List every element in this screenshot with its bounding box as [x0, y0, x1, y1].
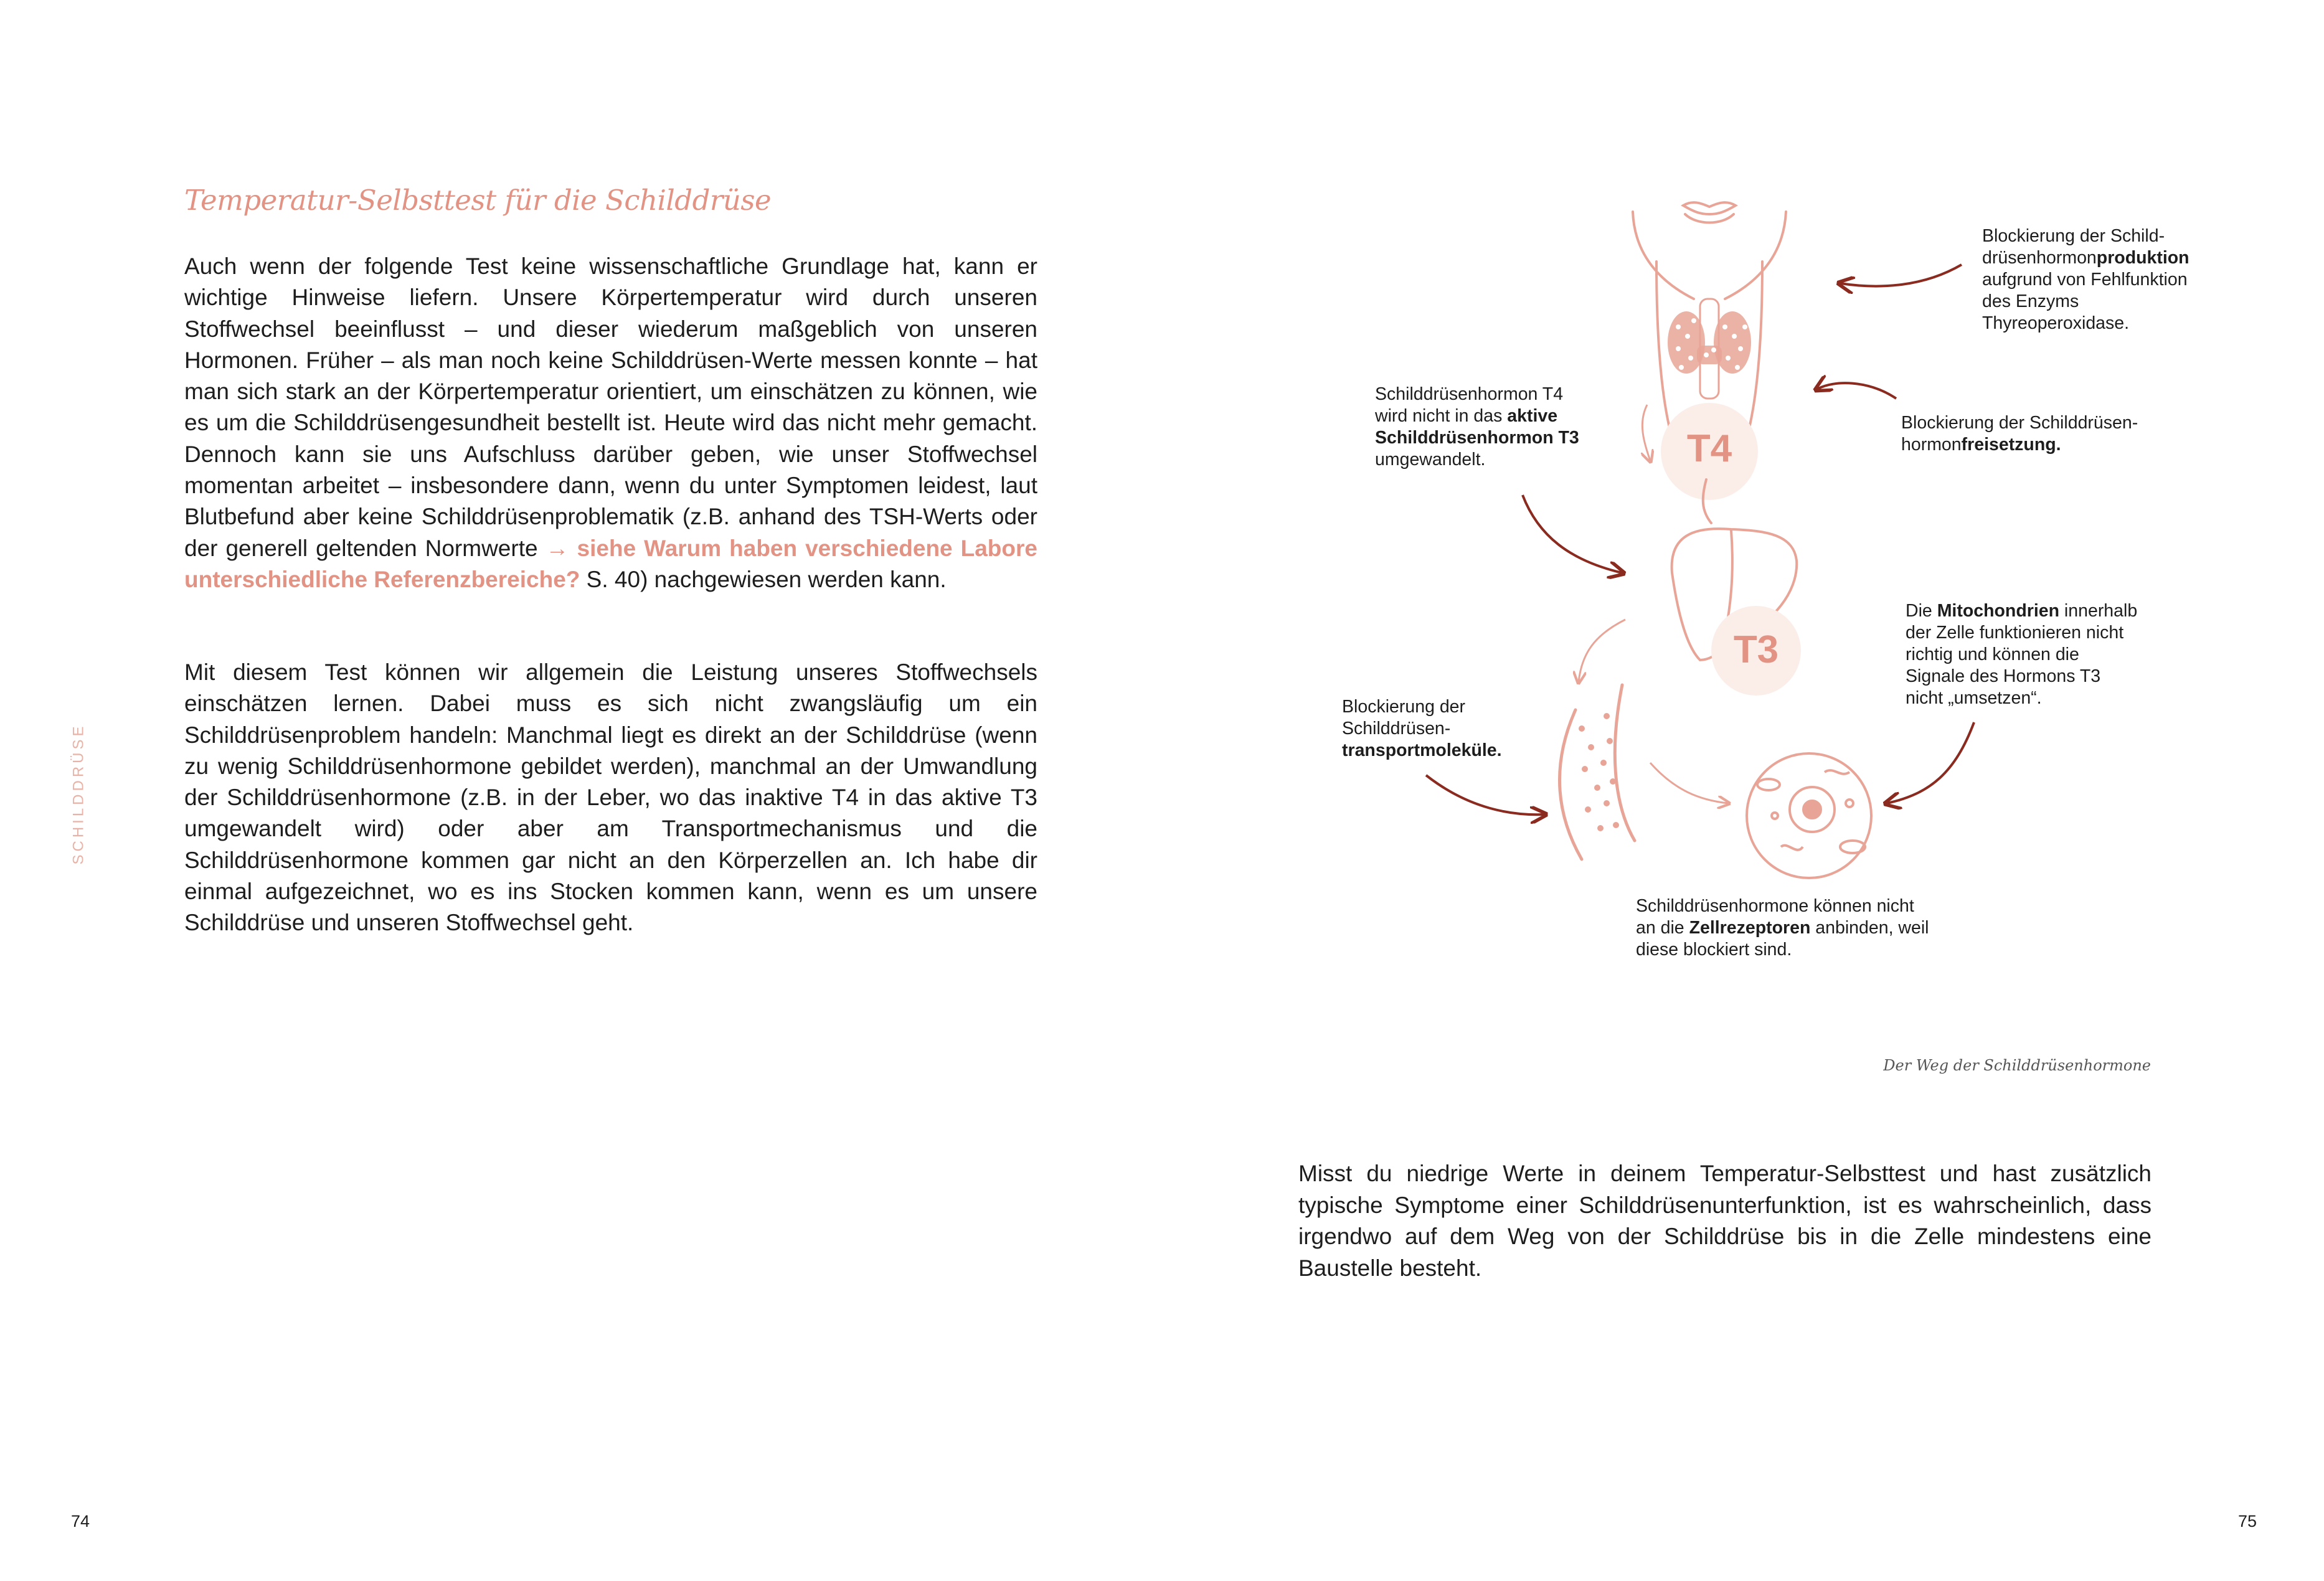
t4-label: T4	[1686, 427, 1732, 470]
annotation-conversion-line: wird nicht in das	[1375, 406, 1508, 426]
annotation-transport-line: Schilddrüsen-	[1342, 719, 1451, 739]
annotation-production-line: drüsenhormon	[1982, 248, 2097, 268]
blood-vessel-icon	[1560, 685, 1635, 859]
chapter-side-label-text: SCHILDDRÜSE	[70, 723, 87, 865]
annotation-conversion	[1375, 384, 1579, 471]
annotation-mitochondria-line: richtig und können die	[1906, 644, 2079, 664]
annotation-mitochondria-line: Die	[1906, 601, 1937, 621]
cell-icon	[1747, 753, 1871, 878]
annotation-production-line: Blockierung der Schild-	[1982, 226, 2165, 246]
diagram-caption: Der Weg der Schilddrüsenhormone	[1883, 1057, 2151, 1074]
hormone-pathway-diagram	[1333, 187, 2254, 996]
annotation-production-line: des Enzyms	[1982, 291, 2079, 311]
intro-paragraph	[184, 251, 1037, 595]
page-number-right: 75	[2238, 1512, 2257, 1531]
test-paragraph: Mit diesem Test können wir allgemein die Leistung unseres Stoffwechsels einschätzen lernen. Dabei muss es sich nicht zwangsläufig um ein Schilddrüsenproblem handeln: Manchmal liegt es direkt an der Schilddrüse (wenn zu wenig Schilddrüsenhormone gebildet werden), manchmal an der Umwandlung der Schilddrüsenhormone (z.B. in der Leber, wo das inaktive T4 in das aktive T3 umgewandelt wird) oder aber am Transportmechanismus und die Schilddrüsenhormone kommen gar nicht an den Körperzellen an. Ich habe dir einmal aufgezeichnet, wo es ins Stocken kommen kann, wenn es um unsere Schilddrüse und unseren Stoffwechsel geht.	[184, 659, 1037, 936]
intro-text: Auch wenn der folgende Test keine wissenschaftliche Grundlage hat, kann er wichtige Hinweise liefern. Unsere Körpertemperatur wird durch unseren Stoffwechsel beeinflusst – und dieser wiederum maßgeblich von unseren Hormonen. Früher – als man noch keine Schilddrüsen-Werte messen konnte – hat man sich stark an der Körpertemperatur orientiert, um einschätzen zu können, wie es um die Schilddrüsengesundheit bestellt ist. Heute wird das nicht mehr gemacht. Dennoch kann sie uns Aufschluss darüber geben, wie unser Stoffwechsel momentan arbeitet – insbesondere dann, wenn du unter Symptomen leidest, laut Blutbefund aber keine Schilddrüsenproblematik (z.B. anhand des TSH-Werts oder der generell geltenden Normwerte	[184, 253, 1037, 561]
annotation-release-line: Blockierung der Schilddrüsen-	[1901, 413, 2138, 433]
annotation-transport-line: Blockierung der	[1342, 697, 1466, 717]
annotation-conversion-line: umgewandelt.	[1375, 450, 1486, 470]
page-number-left: 74	[71, 1512, 90, 1531]
annotation-mitochondria-line: Signale des Hormons T3	[1906, 666, 2101, 686]
section-heading: Temperatur-Selbsttest für die Schilddrüse	[184, 184, 772, 217]
annotation-receptors-line: Schilddrüsenhormone können nicht	[1636, 896, 1914, 916]
annotation-production	[1982, 225, 2189, 334]
annotation-production-keyword: produktion	[2096, 248, 2189, 268]
annotation-receptors-keyword: Zellrezeptoren	[1689, 918, 1811, 938]
annotation-receptors-line: an die	[1636, 918, 1689, 938]
annotation-mitochondria-line: nicht „umsetzen“.	[1906, 688, 2042, 708]
chapter-side-label	[68, 722, 90, 866]
annotation-receptors-line: diese blockiert sind.	[1636, 940, 1792, 960]
annotation-conversion-keyword: aktive	[1507, 406, 1558, 426]
annotation-mitochondria-keyword: Mitochondrien	[1937, 601, 2060, 621]
annotation-conversion-line: Schilddrüsenhormon T4	[1375, 384, 1564, 404]
annotation-mitochondria	[1906, 600, 2137, 709]
annotation-transport-keyword: transportmoleküle.	[1342, 740, 1502, 760]
annotation-production-line: aufgrund von Fehlfunktion	[1982, 270, 2188, 290]
annotation-mitochondria-line: der Zelle funktionieren nicht	[1906, 623, 2124, 643]
intro-text-end: S. 40) nachgewiesen werden kann.	[580, 566, 947, 592]
annotation-release-line: hormon	[1901, 435, 1962, 455]
cross-reference-link[interactable]: → siehe Warum haben verschiedene Labore unterschiedliche Referenzbereiche?	[184, 535, 1037, 592]
annotation-transport	[1342, 696, 1502, 762]
annotation-release	[1901, 412, 2138, 456]
conclusion-paragraph: Misst du niedrige Werte in deinem Temperatur-Selbsttest und hast zusätzlich typische Symptome einer Schilddrüsenunterfunktion, ist es wahrscheinlich, dass irgendwo auf dem Weg von der Schilddrüse bis in die Zelle mindestens eine Baustelle besteht.	[1298, 1161, 2152, 1281]
annotation-receptors	[1636, 895, 1929, 961]
annotation-receptors-line: anbinden, weil	[1810, 918, 1929, 938]
t3-label: T3	[1733, 628, 1779, 671]
annotation-release-keyword: freisetzung.	[1961, 435, 2061, 455]
annotation-conversion-keyword: Schilddrüsenhormon T3	[1375, 428, 1579, 448]
annotation-mitochondria-line: innerhalb	[2059, 601, 2138, 621]
annotation-production-line: Thyreoperoxidase.	[1982, 313, 2130, 333]
